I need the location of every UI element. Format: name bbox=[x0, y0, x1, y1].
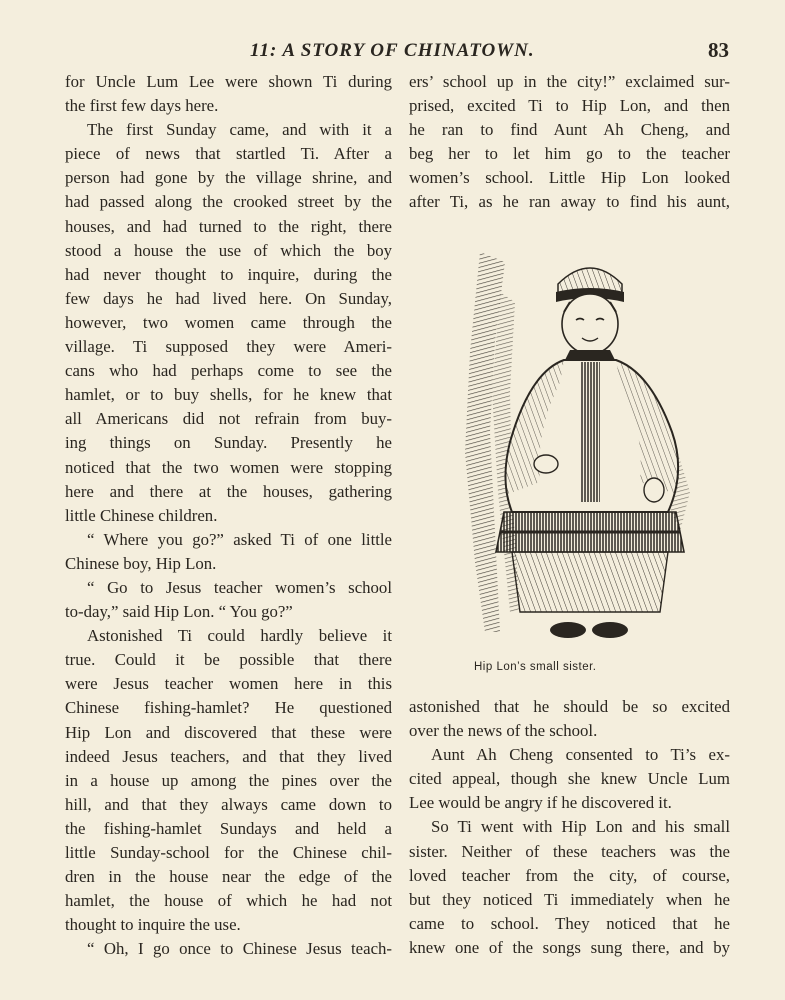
text-line: the first few days here. bbox=[65, 96, 219, 116]
text-line: prised, excited Ti to Hip Lon, and then bbox=[409, 96, 730, 116]
text-line: beg her to let him go to the teacher bbox=[409, 144, 730, 164]
text-line: to-day,” said Hip Lon. “ You go?” bbox=[65, 602, 293, 622]
text-line: person had gone by the village shrine, and bbox=[65, 168, 392, 188]
text-line: the fishing-hamlet Sundays and held a bbox=[65, 818, 392, 838]
girl-illustration bbox=[440, 232, 700, 652]
text-line: hill, and that they always came down to bbox=[65, 794, 392, 814]
text-line: Astonished Ti could hardly believe it bbox=[87, 626, 392, 646]
text-line: in a house up among the pines over the bbox=[65, 770, 392, 790]
page-number: 83 bbox=[708, 38, 729, 62]
text-line: had never thought to inquire, during the bbox=[65, 264, 392, 284]
text-line: hamlet, the house of which he had not bbox=[65, 891, 392, 911]
text-line: Aunt Ah Cheng consented to Ti’s ex- bbox=[431, 745, 730, 765]
text-line: knew one of the songs sung there, and by bbox=[409, 937, 730, 957]
text-line: ing things on Sunday. Presently he bbox=[65, 433, 392, 453]
text-line: women’s school. Little Hip Lon looked bbox=[409, 168, 730, 188]
text-line: stood a house the use of which the boy bbox=[65, 240, 392, 260]
right-column-text-bottom bbox=[409, 695, 730, 960]
right-column-text-top bbox=[409, 70, 730, 215]
text-line: Hip Lon and discovered that these were bbox=[65, 722, 392, 742]
text-line: The first Sunday came, and with it a bbox=[87, 120, 392, 140]
running-head: 11: A STORY OF CHINATOWN. bbox=[250, 40, 535, 61]
text-line: loved teacher from the city, of course, bbox=[409, 865, 730, 885]
text-line: few days he had lived here. On Sunday, bbox=[65, 288, 392, 308]
text-line: true. Could it be possible that there bbox=[65, 650, 392, 670]
text-line: for Uncle Lum Lee were shown Ti during bbox=[65, 72, 392, 91]
text-line: came to school. They noticed that he bbox=[409, 913, 730, 933]
text-line: cited appeal, though she knew Uncle Lum bbox=[409, 769, 730, 789]
text-line: little Chinese children. bbox=[65, 505, 218, 525]
page-header bbox=[0, 38, 785, 68]
text-line: thought to inquire the use. bbox=[65, 915, 241, 935]
text-line: sister. Neither of these teachers was the bbox=[409, 841, 730, 861]
text-line: after Ti, as he ran away to find his aunt, bbox=[409, 192, 730, 212]
text-line: dren in the house near the edge of the bbox=[65, 867, 392, 887]
text-line: Lee would be angry if he discovered it. bbox=[409, 793, 672, 813]
text-line: “ Where you go?” asked Ti of one little bbox=[87, 529, 392, 549]
text-line: but they noticed Ti immediately when he bbox=[409, 889, 730, 909]
text-line: houses, and had turned to the right, there bbox=[65, 216, 392, 236]
text-line: he ran to find Aunt Ah Cheng, and bbox=[409, 120, 730, 140]
text-line: were Jesus teacher women here in this bbox=[65, 674, 392, 694]
text-line: piece of news that startled Ti. After a bbox=[65, 144, 392, 164]
text-line: over the news of the school. bbox=[409, 721, 598, 741]
text-line: however, two women came through the bbox=[65, 312, 392, 332]
text-line: had passed along the crooked street by the bbox=[65, 192, 392, 212]
text-line: Chinese fishing-hamlet? He questioned bbox=[65, 698, 392, 718]
illustration-hip-lons-sister bbox=[440, 232, 700, 652]
text-line: indeed Jesus teachers, and that they lived bbox=[65, 746, 392, 766]
text-line: “ Oh, I go once to Chinese Jesus teach- bbox=[87, 939, 392, 959]
left-column-text bbox=[65, 70, 392, 961]
text-line: noticed that the two women were stopping bbox=[65, 457, 392, 477]
text-line: hamlet, or to buy shells, for he knew that bbox=[65, 385, 392, 405]
text-line: cans who had perhaps come to see the bbox=[65, 361, 392, 381]
text-line: astonished that he should be so excited bbox=[409, 697, 730, 716]
text-line: So Ti went with Hip Lon and his small bbox=[431, 817, 730, 837]
text-line: little Sunday-school for the Chinese chil- bbox=[65, 843, 392, 862]
figure-caption: Hip Lon’s small sister. bbox=[474, 661, 597, 673]
text-line: here and there at the houses, gathering bbox=[65, 481, 392, 501]
text-line: Chinese boy, Hip Lon. bbox=[65, 553, 217, 573]
text-line: all Americans did not refrain from buy- bbox=[65, 409, 392, 429]
text-line: ers’ school up in the city!” exclaimed sur- bbox=[409, 72, 730, 91]
text-line: “ Go to Jesus teacher women’s school bbox=[87, 577, 392, 597]
text-line: village. Ti supposed they were Ameri- bbox=[65, 337, 392, 357]
